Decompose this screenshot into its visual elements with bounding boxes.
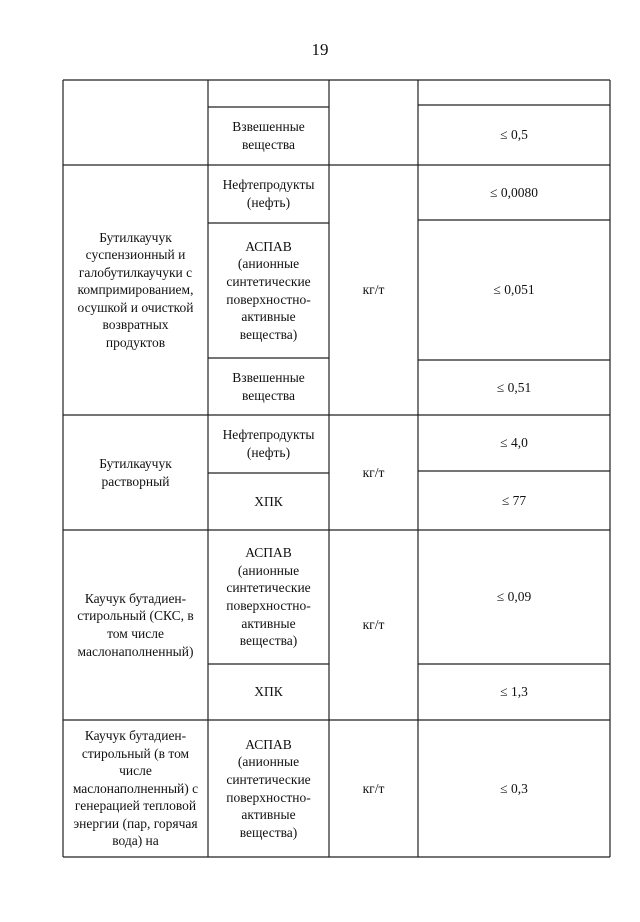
table-cell-pollutant: Нефтепродукты (нефть) — [222, 427, 315, 460]
table-cell-value — [418, 80, 610, 105]
table-cell-value: ≤ 0,3 — [500, 780, 528, 796]
table-cell-value: ≤ 1,3 — [500, 684, 528, 700]
table-cell-pollutant: Взвешенные вещества — [232, 119, 305, 152]
table-cell-value: ≤ 77 — [501, 492, 527, 508]
table-cell-value: ≤ 0,0080 — [490, 184, 538, 200]
table-cell-value: ≤ 0,51 — [496, 379, 532, 395]
table-cell-pollutant: АСПАВ (анионные синтетические поверхностно- активные вещества) — [226, 736, 311, 840]
table-cell-value: ≤ 4,0 — [500, 435, 528, 451]
table-cell-product: Бутилкаучук растворный — [99, 455, 172, 489]
table-cell-pollutant — [208, 80, 329, 107]
table-cell-pollutant: АСПАВ (анионные синтетические поверхностно- активные вещества) — [226, 238, 311, 342]
table-cell-unit: кг/т — [362, 282, 385, 298]
table-cell-product: Каучук бутадиен- стирольный (СКС, в том числе маслонаполненный) — [77, 590, 194, 659]
table-cell-product — [63, 80, 208, 165]
table-cell-pollutant: АСПАВ (анионные синтетические поверхностно- активные вещества) — [226, 545, 311, 649]
table-cell-value: ≤ 0,051 — [493, 282, 535, 298]
table-cell-product: Каучук бутадиен- стирольный (в том числе маслонаполненный) с генерацией тепловой энергии (пар, горячая вода) на — [72, 728, 199, 849]
table-cell-pollutant: ХПК — [254, 684, 283, 700]
table-cell-unit: кг/т — [362, 464, 385, 480]
page-number: 19 — [311, 40, 329, 59]
table-cell-value: ≤ 0,5 — [500, 127, 528, 143]
table-cell-pollutant: ХПК — [254, 493, 283, 509]
table-cell-pollutant: Взвешенные вещества — [232, 369, 305, 403]
table-cell-unit: кг/т — [362, 780, 385, 796]
table-cell-product: Бутилкаучук суспензионный и галобутилкаучуки с компримированием, осушкой и очисткой возвратных продуктов — [77, 229, 194, 350]
table-cell-value: ≤ 0,09 — [496, 589, 532, 605]
table-cell-pollutant: Нефтепродукты (нефть) — [222, 177, 315, 210]
table-cell-unit: кг/т — [362, 617, 385, 633]
